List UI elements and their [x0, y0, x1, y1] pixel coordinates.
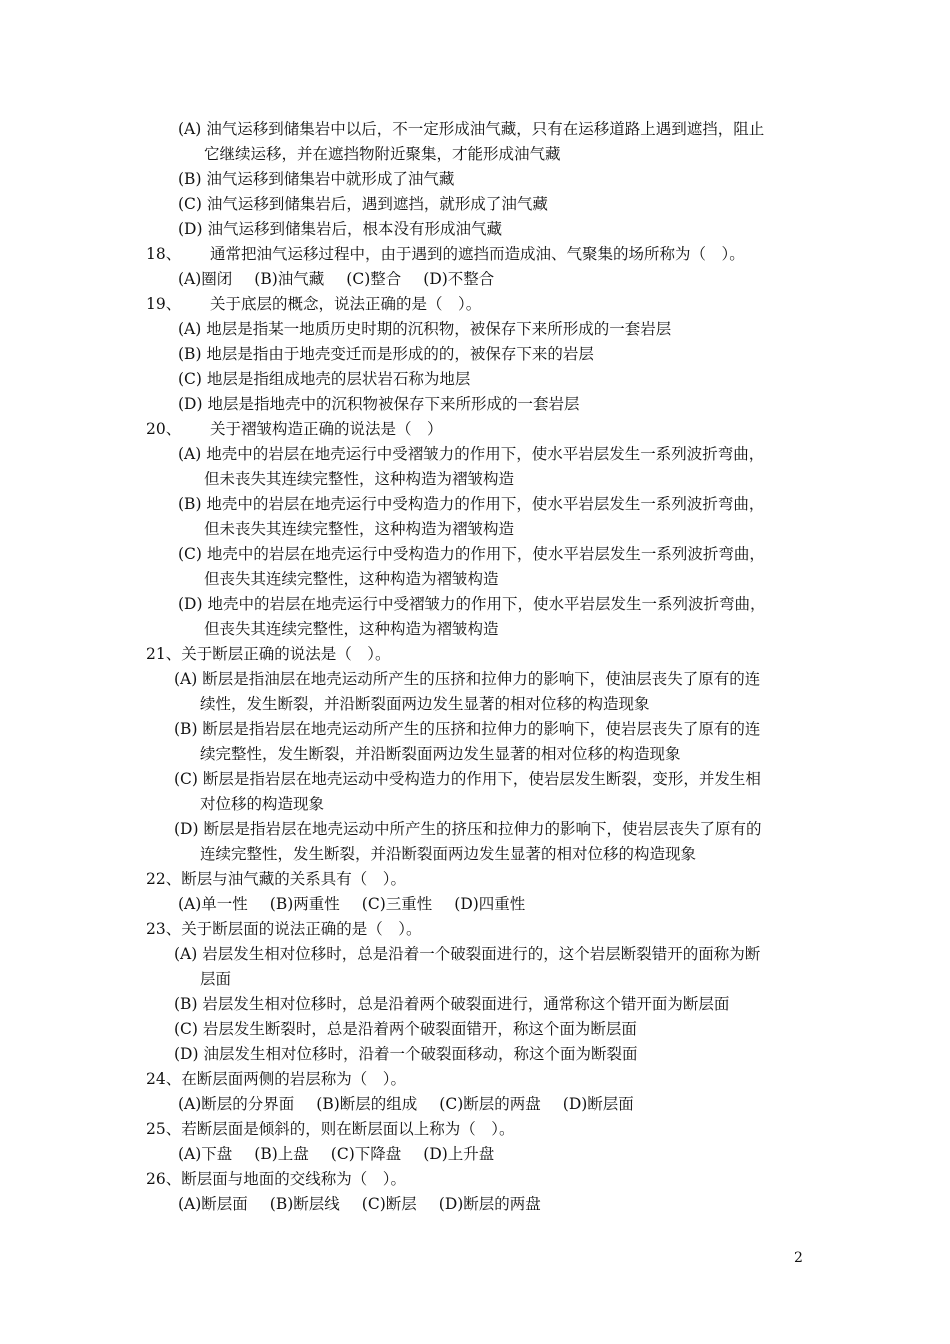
question-text: 关于断层面的说法正确的是（ ）。 [181, 920, 422, 938]
q20-option-c-line1: (C) 地壳中的岩层在地壳运行中受构造力的作用下，使水平岩层发生一系列波折弯曲， [178, 545, 765, 563]
q18-option-b: (B)油气藏 [254, 270, 325, 288]
question-number: 26、 [146, 1170, 182, 1188]
q21-option-d-line2: 连续完整性，发生断裂，并沿断裂面两边发生显著的相对位移的构造现象 [200, 845, 697, 863]
question-number: 21、 [146, 645, 182, 663]
q20-option-b-line2: 但未丧失其连续完整性，这种构造为褶皱构造 [204, 520, 515, 538]
q21-option-a-line1: (A) 断层是指油层在地壳运动所产生的压挤和拉伸力的影响下，使油层丧失了原有的连 [174, 670, 761, 688]
q19-stem [146, 293, 481, 315]
q17-option-c: (C) 油气运移到储集岩后，遇到遮挡，就形成了油气藏 [178, 195, 548, 213]
q24-options [178, 1093, 656, 1115]
question-text: 关于褶皱构造正确的说法是（ ） [210, 420, 443, 438]
q20-option-a-line2: 但未丧失其连续完整性，这种构造为褶皱构造 [204, 470, 515, 488]
q22-option-d: (D)四重性 [454, 895, 526, 913]
q21-stem [146, 643, 391, 665]
q26-option-c: (C)断层 [361, 1195, 417, 1213]
q24-stem [146, 1068, 406, 1090]
q23-stem [146, 918, 422, 940]
q24-option-d: (D)断层面 [562, 1095, 634, 1113]
q26-stem [146, 1168, 406, 1190]
question-text: 在断层面两侧的岩层称为（ ）。 [181, 1070, 406, 1088]
question-number: 25、 [146, 1120, 182, 1138]
q17-option-a-line2: 它继续运移，并在遮挡物附近聚集，才能形成油气藏 [204, 145, 561, 163]
page-number: 2 [794, 1250, 803, 1266]
q23-option-b: (B) 岩层发生相对位移时，总是沿着两个破裂面进行，通常称这个错开面为断层面 [174, 995, 730, 1013]
q25-options [178, 1143, 516, 1165]
question-text: 断层与油气藏的关系具有（ ）。 [181, 870, 406, 888]
question-number: 18、 [146, 245, 182, 263]
q26-option-d: (D)断层的两盘 [438, 1195, 541, 1213]
q18-stem [146, 243, 745, 265]
q23-option-c: (C) 岩层发生断裂时，总是沿着两个破裂面错开，称这个面为断层面 [174, 1020, 637, 1038]
q22-stem [146, 868, 406, 890]
q20-option-c-line2: 但丧失其连续完整性，这种构造为褶皱构造 [204, 570, 499, 588]
q21-option-a-line2: 续性，发生断裂，并沿断裂面两边发生显著的相对位移的构造现象 [200, 695, 650, 713]
q22-option-a: (A)单一性 [178, 895, 248, 913]
question-text: 断层面与地面的交线称为（ ）。 [181, 1170, 406, 1188]
q20-option-b-line1: (B) 地壳中的岩层在地壳运行中受构造力的作用下，使水平岩层发生一系列波折弯曲， [178, 495, 765, 513]
q21-option-d-line1: (D) 断层是指岩层在地壳运动中所产生的挤压和拉伸力的影响下，使岩层丧失了原有的 [174, 820, 762, 838]
question-text: 关于底层的概念，说法正确的是（ ）。 [210, 295, 482, 313]
q25-option-b: (B)上盘 [254, 1145, 309, 1163]
q18-option-d: (D)不整合 [423, 270, 495, 288]
q18-option-c: (C)整合 [346, 270, 402, 288]
q25-option-a: (A)下盘 [178, 1145, 233, 1163]
q25-option-c: (C)下降盘 [330, 1145, 402, 1163]
q21-option-c-line1: (C) 断层是指岩层在地壳运动中受构造力的作用下，使岩层发生断裂，变形，并发生相 [174, 770, 761, 788]
q24-option-b: (B)断层的组成 [316, 1095, 418, 1113]
q23-option-a-line1: (A) 岩层发生相对位移时，总是沿着一个破裂面进行的，这个岩层断裂错开的面称为断 [174, 945, 761, 963]
question-text: 若断层面是倾斜的，则在断层面以上称为（ ）。 [181, 1120, 515, 1138]
q22-option-b: (B)两重性 [269, 895, 340, 913]
q20-option-d-line2: 但丧失其连续完整性，这种构造为褶皱构造 [204, 620, 499, 638]
question-number: 24、 [146, 1070, 182, 1088]
q26-option-a: (A)断层面 [178, 1195, 248, 1213]
question-number: 20、 [146, 420, 182, 438]
q17-option-d: (D) 油气运移到储集岩后，根本没有形成油气藏 [178, 220, 502, 238]
question-number: 22、 [146, 870, 182, 888]
q19-option-c: (C) 地层是指组成地壳的层状岩石称为地层 [178, 370, 471, 388]
q24-option-c: (C)断层的两盘 [439, 1095, 541, 1113]
question-number: 23、 [146, 920, 182, 938]
question-number: 19、 [146, 295, 182, 313]
q18-options [178, 268, 516, 290]
q23-option-d: (D) 油层发生相对位移时，沿着一个破裂面移动，称这个面为断裂面 [174, 1045, 638, 1063]
q21-option-b-line2: 续完整性，发生断裂，并沿断裂面两边发生显著的相对位移的构造现象 [200, 745, 681, 763]
q19-option-d: (D) 地层是指地壳中的沉积物被保存下来所形成的一套岩层 [178, 395, 580, 413]
q21-option-c-line2: 对位移的构造现象 [200, 795, 325, 813]
q22-option-c: (C)三重性 [361, 895, 433, 913]
q18-option-a: (A)圈闭 [178, 270, 233, 288]
q17-option-a-line1: (A) 油气运移到储集岩中以后，不一定形成油气藏，只有在运移道路上遇到遮挡，阻止 [178, 120, 765, 138]
q26-option-b: (B)断层线 [269, 1195, 340, 1213]
question-text: 关于断层正确的说法是（ ）。 [181, 645, 391, 663]
q20-stem [146, 418, 443, 440]
q25-stem [146, 1118, 515, 1140]
q22-options [178, 893, 547, 915]
q25-option-d: (D)上升盘 [423, 1145, 495, 1163]
q24-option-a: (A)断层的分界面 [178, 1095, 295, 1113]
q20-option-a-line1: (A) 地壳中的岩层在地壳运行中受褶皱力的作用下，使水平岩层发生一系列波折弯曲， [178, 445, 765, 463]
q26-options [178, 1193, 563, 1215]
q23-option-a-line2: 层面 [200, 970, 232, 988]
q21-option-b-line1: (B) 断层是指岩层在地壳运动所产生的压挤和拉伸力的影响下，使岩层丧失了原有的连 [174, 720, 761, 738]
q20-option-d-line1: (D) 地壳中的岩层在地壳运行中受褶皱力的作用下，使水平岩层发生一系列波折弯曲， [178, 595, 766, 613]
question-text: 通常把油气运移过程中，由于遇到的遮挡而造成油、气聚集的场所称为（ ）。 [210, 245, 745, 263]
q17-option-b: (B) 油气运移到储集岩中就形成了油气藏 [178, 170, 455, 188]
q19-option-a: (A) 地层是指某一地质历史时期的沉积物，被保存下来所形成的一套岩层 [178, 320, 672, 338]
q19-option-b: (B) 地层是指由于地壳变迁而是形成的的，被保存下来的岩层 [178, 345, 594, 363]
